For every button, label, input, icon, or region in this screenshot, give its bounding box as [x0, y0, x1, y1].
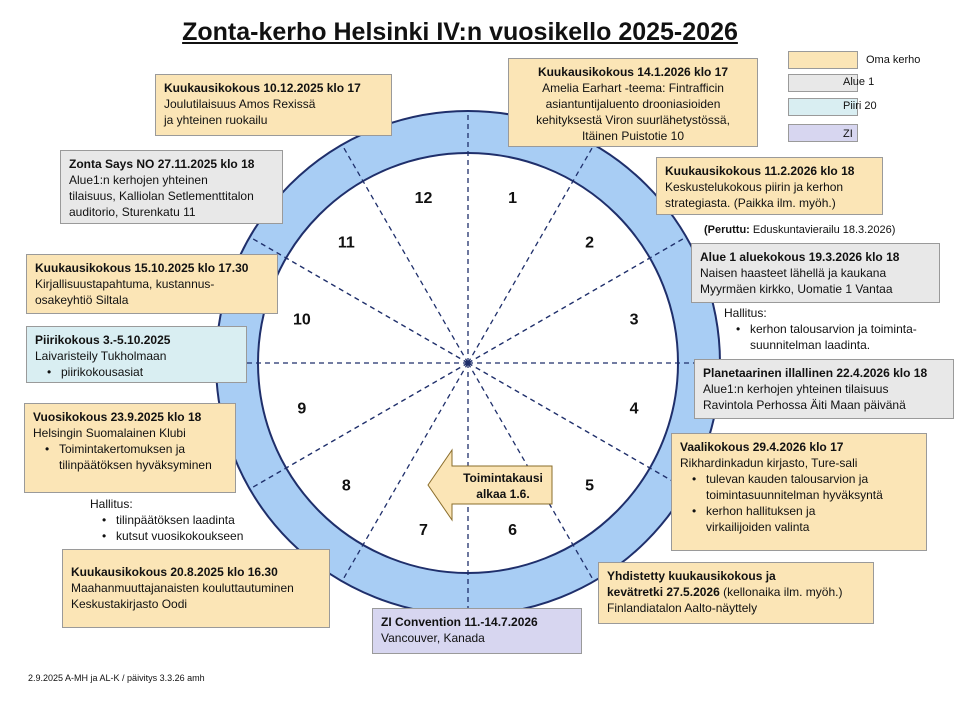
legend-label-piiri-20: Piiri 20 — [843, 100, 877, 112]
event-march — [691, 243, 940, 303]
event-heading: Kuukausikokous 11.2.2026 klo 18 — [665, 164, 855, 178]
event-heading: Alue 1 aluekokous 19.3.2026 klo 18 — [700, 250, 900, 264]
event-line: Myyrmäen kirkko, Uomatie 1 Vantaa — [700, 282, 893, 296]
event-line: Helsingin Suomalainen Klubi — [33, 426, 186, 440]
event-line: Maahanmuuttajanaisten kouluttautuminen — [71, 581, 294, 595]
board-bullet: • tilinpäätöksen laadinta — [90, 512, 290, 528]
event-september — [24, 403, 236, 493]
event-line: Itäinen Puistotie 10 — [581, 129, 685, 143]
event-december — [155, 74, 392, 136]
month-number-4: 4 — [629, 400, 639, 418]
month-number-5: 5 — [585, 477, 595, 495]
event-heading-2: kevätretki 27.5.2026 (kellonaika ilm. myöh.) — [607, 585, 843, 599]
event-line: ja yhteinen ruokailu — [164, 113, 268, 127]
board-label: Hallitus: — [90, 497, 133, 511]
event-bullet: • tulevan kauden talousarvion ja toimintasuunnitelman hyväksyntä — [680, 471, 918, 503]
event-line: auditorio, Sturenkatu 11 — [69, 205, 196, 219]
event-line: kehityksestä Viron suurlähetystössä, — [536, 113, 730, 127]
event-line: Naisen haasteet lähellä ja kaukana — [700, 266, 887, 280]
event-line: Vancouver, Kanada — [381, 631, 485, 645]
event-line: strategiasta. (Paikka ilm. myöh.) — [665, 196, 836, 210]
legend-label-oma-kerho: Oma kerho — [866, 54, 921, 66]
event-heading: Kuukausikokous 20.8.2025 klo 16.30 — [71, 565, 278, 579]
cancelled-text: Eduskuntavierailu 18.3.2026) — [749, 224, 896, 236]
event-line: Amelia Earhart -teema: Fintrafficin — [542, 81, 724, 95]
event-line: Ravintola Perhossa Äiti Maan päivänä — [703, 398, 906, 412]
event-heading: Planetaarinen illallinen 22.4.2026 klo 18 — [703, 366, 928, 380]
cancelled-note — [704, 222, 895, 238]
event-heading: ZI Convention 11.-14.7.2026 — [381, 615, 538, 629]
event-heading: Kuukausikokous 14.1.2026 klo 17 — [537, 65, 729, 79]
event-bullet: • Toimintakertomuksen ja tilinpäätöksen hyväksyminen — [33, 441, 227, 473]
month-number-6: 6 — [508, 522, 517, 540]
month-number-12: 12 — [414, 189, 433, 207]
board-note-left — [90, 496, 290, 544]
event-january — [508, 58, 758, 147]
event-line: Keskustelukokous piirin ja kerhon — [665, 180, 844, 194]
board-label: Hallitus: — [724, 306, 767, 320]
event-february — [656, 157, 883, 215]
event-heading: Kuukausikokous 10.12.2025 klo 17 — [164, 81, 361, 95]
event-district-meeting — [26, 326, 247, 383]
board-note-right — [724, 305, 952, 353]
event-heading: Zonta Says NO 27.11.2025 klo 18 — [69, 157, 255, 171]
event-heading: Piirikokous 3.-5.10.2025 — [35, 333, 171, 347]
event-april-29 — [671, 433, 927, 551]
event-bullet: • kerhon hallituksen ja virkailijoiden valinta — [680, 503, 918, 535]
cancelled-label: (Peruttu: — [704, 224, 750, 236]
event-line: asiantuntijaluento drooniasioiden — [545, 97, 721, 111]
month-number-3: 3 — [629, 311, 639, 329]
footer-credit: 2.9.2025 A-MH ja AL-K / päivitys 3.3.26 amh — [28, 673, 205, 683]
event-heading: Kuukausikokous 15.10.2025 klo 17.30 — [35, 261, 249, 275]
month-number-9: 9 — [297, 400, 307, 418]
month-number-7: 7 — [419, 522, 428, 540]
legend-label-zi: ZI — [843, 128, 853, 140]
page-title: Zonta-kerho Helsinki IV:n vuosikello 2025-2026 — [182, 18, 738, 46]
arrow-text-line2: alkaa 1.6. — [476, 487, 530, 501]
event-line: Alue1:n kerhojen yhteinen tilaisuus — [703, 382, 889, 396]
event-zi-convention — [372, 608, 582, 654]
month-number-10: 10 — [292, 311, 311, 329]
event-line: Kirjallisuustapahtuma, kustannus- — [35, 277, 215, 291]
event-may — [598, 562, 874, 624]
event-april-22 — [694, 359, 954, 419]
legend-label-alue-1: Alue 1 — [843, 76, 875, 88]
event-line: osakeyhtiö Siltala — [35, 293, 129, 307]
event-bullet: • piirikokousasiat — [35, 364, 238, 380]
event-line: Keskustakirjasto Oodi — [71, 597, 188, 611]
event-august — [62, 549, 330, 628]
event-line: Finlandiatalon Aalto-näyttely — [607, 601, 758, 615]
event-line: Joulutilaisuus Amos Rexissä — [164, 97, 316, 111]
event-heading: Vaalikokous 29.4.2026 klo 17 — [680, 440, 844, 454]
month-number-2: 2 — [585, 234, 595, 252]
arrow-text-line1: Toimintakausi — [463, 471, 543, 485]
month-number-11: 11 — [337, 234, 355, 252]
event-october — [26, 254, 278, 314]
event-line: Laivaristeily Tukholmaan — [35, 349, 167, 363]
event-line: Alue1:n kerhojen yhteinen — [69, 173, 208, 187]
event-november — [60, 150, 283, 224]
event-heading: Vuosikokous 23.9.2025 klo 18 — [33, 410, 202, 424]
month-number-1: 1 — [508, 189, 517, 207]
board-bullet: • kutsut vuosikokoukseen — [90, 528, 290, 544]
board-bullet: • kerhon talousarvion ja toiminta- suunnitelman laadinta. — [724, 321, 952, 353]
event-heading: Yhdistetty kuukausikokous ja — [607, 569, 776, 583]
event-line: Rikhardinkadun kirjasto, Ture-sali — [680, 456, 858, 470]
event-line: tilaisuus, Kalliolan Setlementtitalon — [69, 189, 254, 203]
month-number-8: 8 — [341, 477, 351, 495]
